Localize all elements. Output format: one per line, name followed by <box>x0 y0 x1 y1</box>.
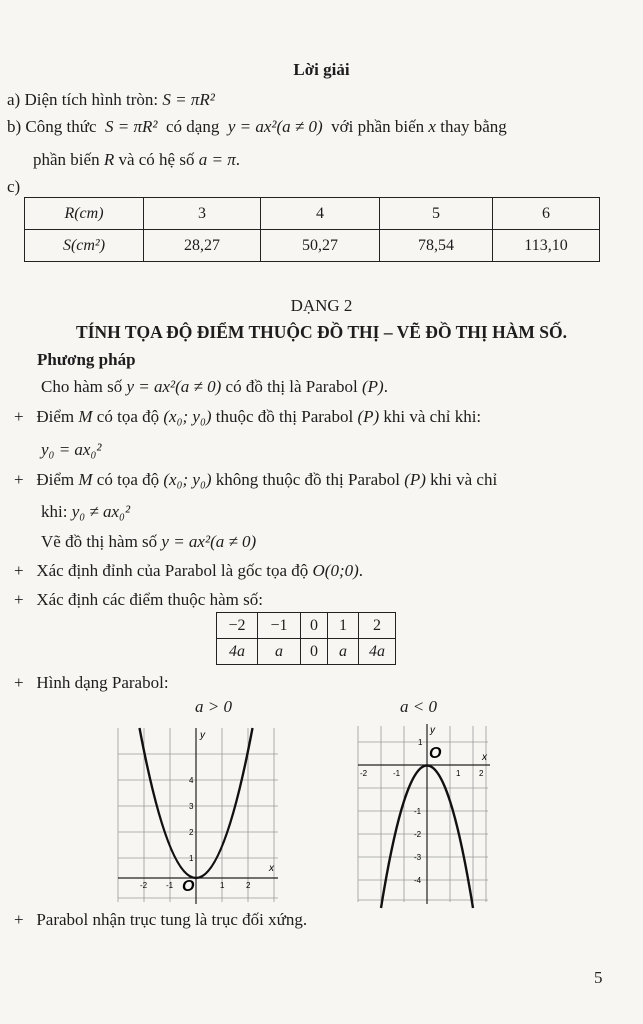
point2-text: khi và chỉ <box>430 470 498 489</box>
point1-p: (P) <box>357 407 380 426</box>
item-c-label: c) <box>7 177 21 196</box>
tick-label: 2 <box>246 881 251 890</box>
tick-label: 3 <box>189 802 194 811</box>
point1-line <box>14 407 481 427</box>
table-cell: 28,27 <box>144 230 261 262</box>
parabola-down-graph <box>348 716 496 910</box>
step2-text: Xác định các điểm thuộc hàm số: <box>36 590 263 609</box>
tick-label: 2 <box>479 769 484 778</box>
parabola-up-graph <box>108 718 284 908</box>
y-axis-label: y <box>430 725 435 736</box>
table-cell: −1 <box>258 613 301 639</box>
tick-label: -1 <box>393 769 401 778</box>
point2-text: có tọa độ <box>96 470 160 489</box>
draw-line <box>41 532 256 552</box>
intro-line <box>41 377 388 397</box>
point2-coord: (x₀; y₀) <box>163 470 212 489</box>
point1-text: Điểm <box>36 407 75 426</box>
draw-text: Vẽ đồ thị hàm số <box>41 532 158 551</box>
table-cell: 6 <box>493 198 600 230</box>
table-cell: S(cm²) <box>25 230 144 262</box>
tick-label: -4 <box>414 876 422 885</box>
intro-formula: y = ax²(a ≠ 0) <box>126 377 222 396</box>
bullet: + <box>14 910 24 929</box>
point2-text: Điểm <box>36 470 75 489</box>
bullet: + <box>14 470 24 489</box>
point1-formula: y₀ = ax₀² <box>41 440 102 459</box>
shape-text: Hình dạng Parabol: <box>36 673 169 692</box>
table-cell: a <box>328 639 359 665</box>
section-label: DẠNG 2 <box>290 296 353 315</box>
tick-label: 1 <box>189 854 194 863</box>
bullet: + <box>14 407 24 426</box>
point2-p: (P) <box>404 470 426 489</box>
tick-label: 2 <box>189 828 194 837</box>
intro-end: . <box>383 377 388 396</box>
point2-text: không thuộc đồ thị Parabol <box>215 470 400 489</box>
item-b-var-x: x <box>428 117 436 136</box>
origin-label: O <box>182 878 195 895</box>
section-title: TÍNH TỌA ĐỘ ĐIỂM THUỘC ĐỒ THỊ – VẼ ĐỒ THỊ HÀM SỐ. <box>76 322 567 342</box>
table-cell: 113,10 <box>493 230 600 262</box>
tick-label: 4 <box>189 776 194 785</box>
item-b-formula-2: y = ax²(a ≠ 0) <box>227 117 323 136</box>
item-b-formula-3: a = π <box>198 150 236 169</box>
item-b-end: . <box>235 150 240 169</box>
item-b-formula-1: S = πR² <box>105 117 158 136</box>
y-axis-label: y <box>200 730 205 741</box>
item-a-text: Diện tích hình tròn: <box>24 90 159 109</box>
item-b-text: và có hệ số <box>118 150 195 169</box>
table-cell: 78,54 <box>380 230 493 262</box>
table-cell: R(cm) <box>25 198 144 230</box>
table-cell: 0 <box>301 613 328 639</box>
item-b-line1 <box>7 117 507 137</box>
tick-label: 1 <box>418 738 423 747</box>
step2-line <box>14 590 263 610</box>
points-table <box>216 612 396 665</box>
point2-m: M <box>78 470 93 489</box>
bullet: + <box>14 673 24 692</box>
table-cell: 4a <box>359 639 396 665</box>
point1-text: có tọa độ <box>96 407 160 426</box>
point1-text: thuộc đồ thị Parabol <box>215 407 354 426</box>
item-b-text: có dạng <box>165 117 220 136</box>
bullet: + <box>14 561 24 580</box>
origin-label: O <box>429 745 442 762</box>
graph-right-title: a < 0 <box>400 697 437 716</box>
intro-text: Cho hàm số <box>41 377 123 396</box>
item-b-text: phần biến <box>33 150 100 169</box>
tick-label: -2 <box>414 830 422 839</box>
tick-label: 1 <box>456 769 461 778</box>
table-cell: 3 <box>144 198 261 230</box>
table-cell: 1 <box>328 613 359 639</box>
item-b-text: với phần biến <box>331 117 425 136</box>
point1-text: khi và chỉ khi: <box>383 407 482 426</box>
item-b-text: Công thức <box>25 117 97 136</box>
shape-line <box>14 673 169 693</box>
intro-text: có đồ thị là Parabol <box>225 377 358 396</box>
table-cell: 50,27 <box>261 230 380 262</box>
item-b-var-r: R <box>103 150 115 169</box>
point2-text: khi: <box>41 502 68 521</box>
x-axis-label: x <box>482 752 487 763</box>
graph-left-title: a > 0 <box>195 697 232 716</box>
table-cell: 2 <box>359 613 396 639</box>
table-cell: 0 <box>301 639 328 665</box>
draw-formula: y = ax²(a ≠ 0) <box>161 532 257 551</box>
item-b-text: thay bằng <box>440 117 507 136</box>
solution-heading: Lời giải <box>293 60 350 79</box>
table-cell: a <box>258 639 301 665</box>
point1-m: M <box>78 407 93 426</box>
item-a-formula: S = πR² <box>162 90 215 109</box>
table-row <box>217 639 396 665</box>
item-a <box>7 90 215 110</box>
x-axis-label: x <box>269 863 274 874</box>
table-row <box>25 230 600 262</box>
tick-label: 1 <box>220 881 225 890</box>
tick-label: -2 <box>360 769 368 778</box>
tick-label: -3 <box>414 853 422 862</box>
item-b-line2 <box>33 150 240 170</box>
method-heading: Phương pháp <box>37 350 136 369</box>
area-table <box>24 197 600 262</box>
point2-line2 <box>41 502 130 522</box>
bullet: + <box>14 590 24 609</box>
item-b-label: b) <box>7 117 22 136</box>
table-row <box>217 613 396 639</box>
intro-p: (P) <box>362 377 384 396</box>
table-row <box>25 198 600 230</box>
step1-text: Xác định đỉnh của Parabol là gốc tọa độ <box>36 561 309 580</box>
tick-label: -1 <box>166 881 174 890</box>
point2-formula: y₀ ≠ ax₀² <box>71 502 131 521</box>
point1-coord: (x₀; y₀) <box>163 407 212 426</box>
final-text: Parabol nhận trục tung là trục đối xứng. <box>36 910 308 929</box>
final-line <box>14 910 307 930</box>
point2-line <box>14 470 497 490</box>
item-a-label: a) <box>7 90 21 109</box>
table-cell: 4a <box>217 639 258 665</box>
table-cell: 4 <box>261 198 380 230</box>
table-cell: 5 <box>380 198 493 230</box>
tick-label: -2 <box>140 881 148 890</box>
step1-formula: O(0;0) <box>312 561 359 580</box>
tick-label: -1 <box>414 807 422 816</box>
table-cell: −2 <box>217 613 258 639</box>
step1-line <box>14 561 363 581</box>
step1-end: . <box>358 561 364 580</box>
page-number: 5 <box>594 968 603 987</box>
